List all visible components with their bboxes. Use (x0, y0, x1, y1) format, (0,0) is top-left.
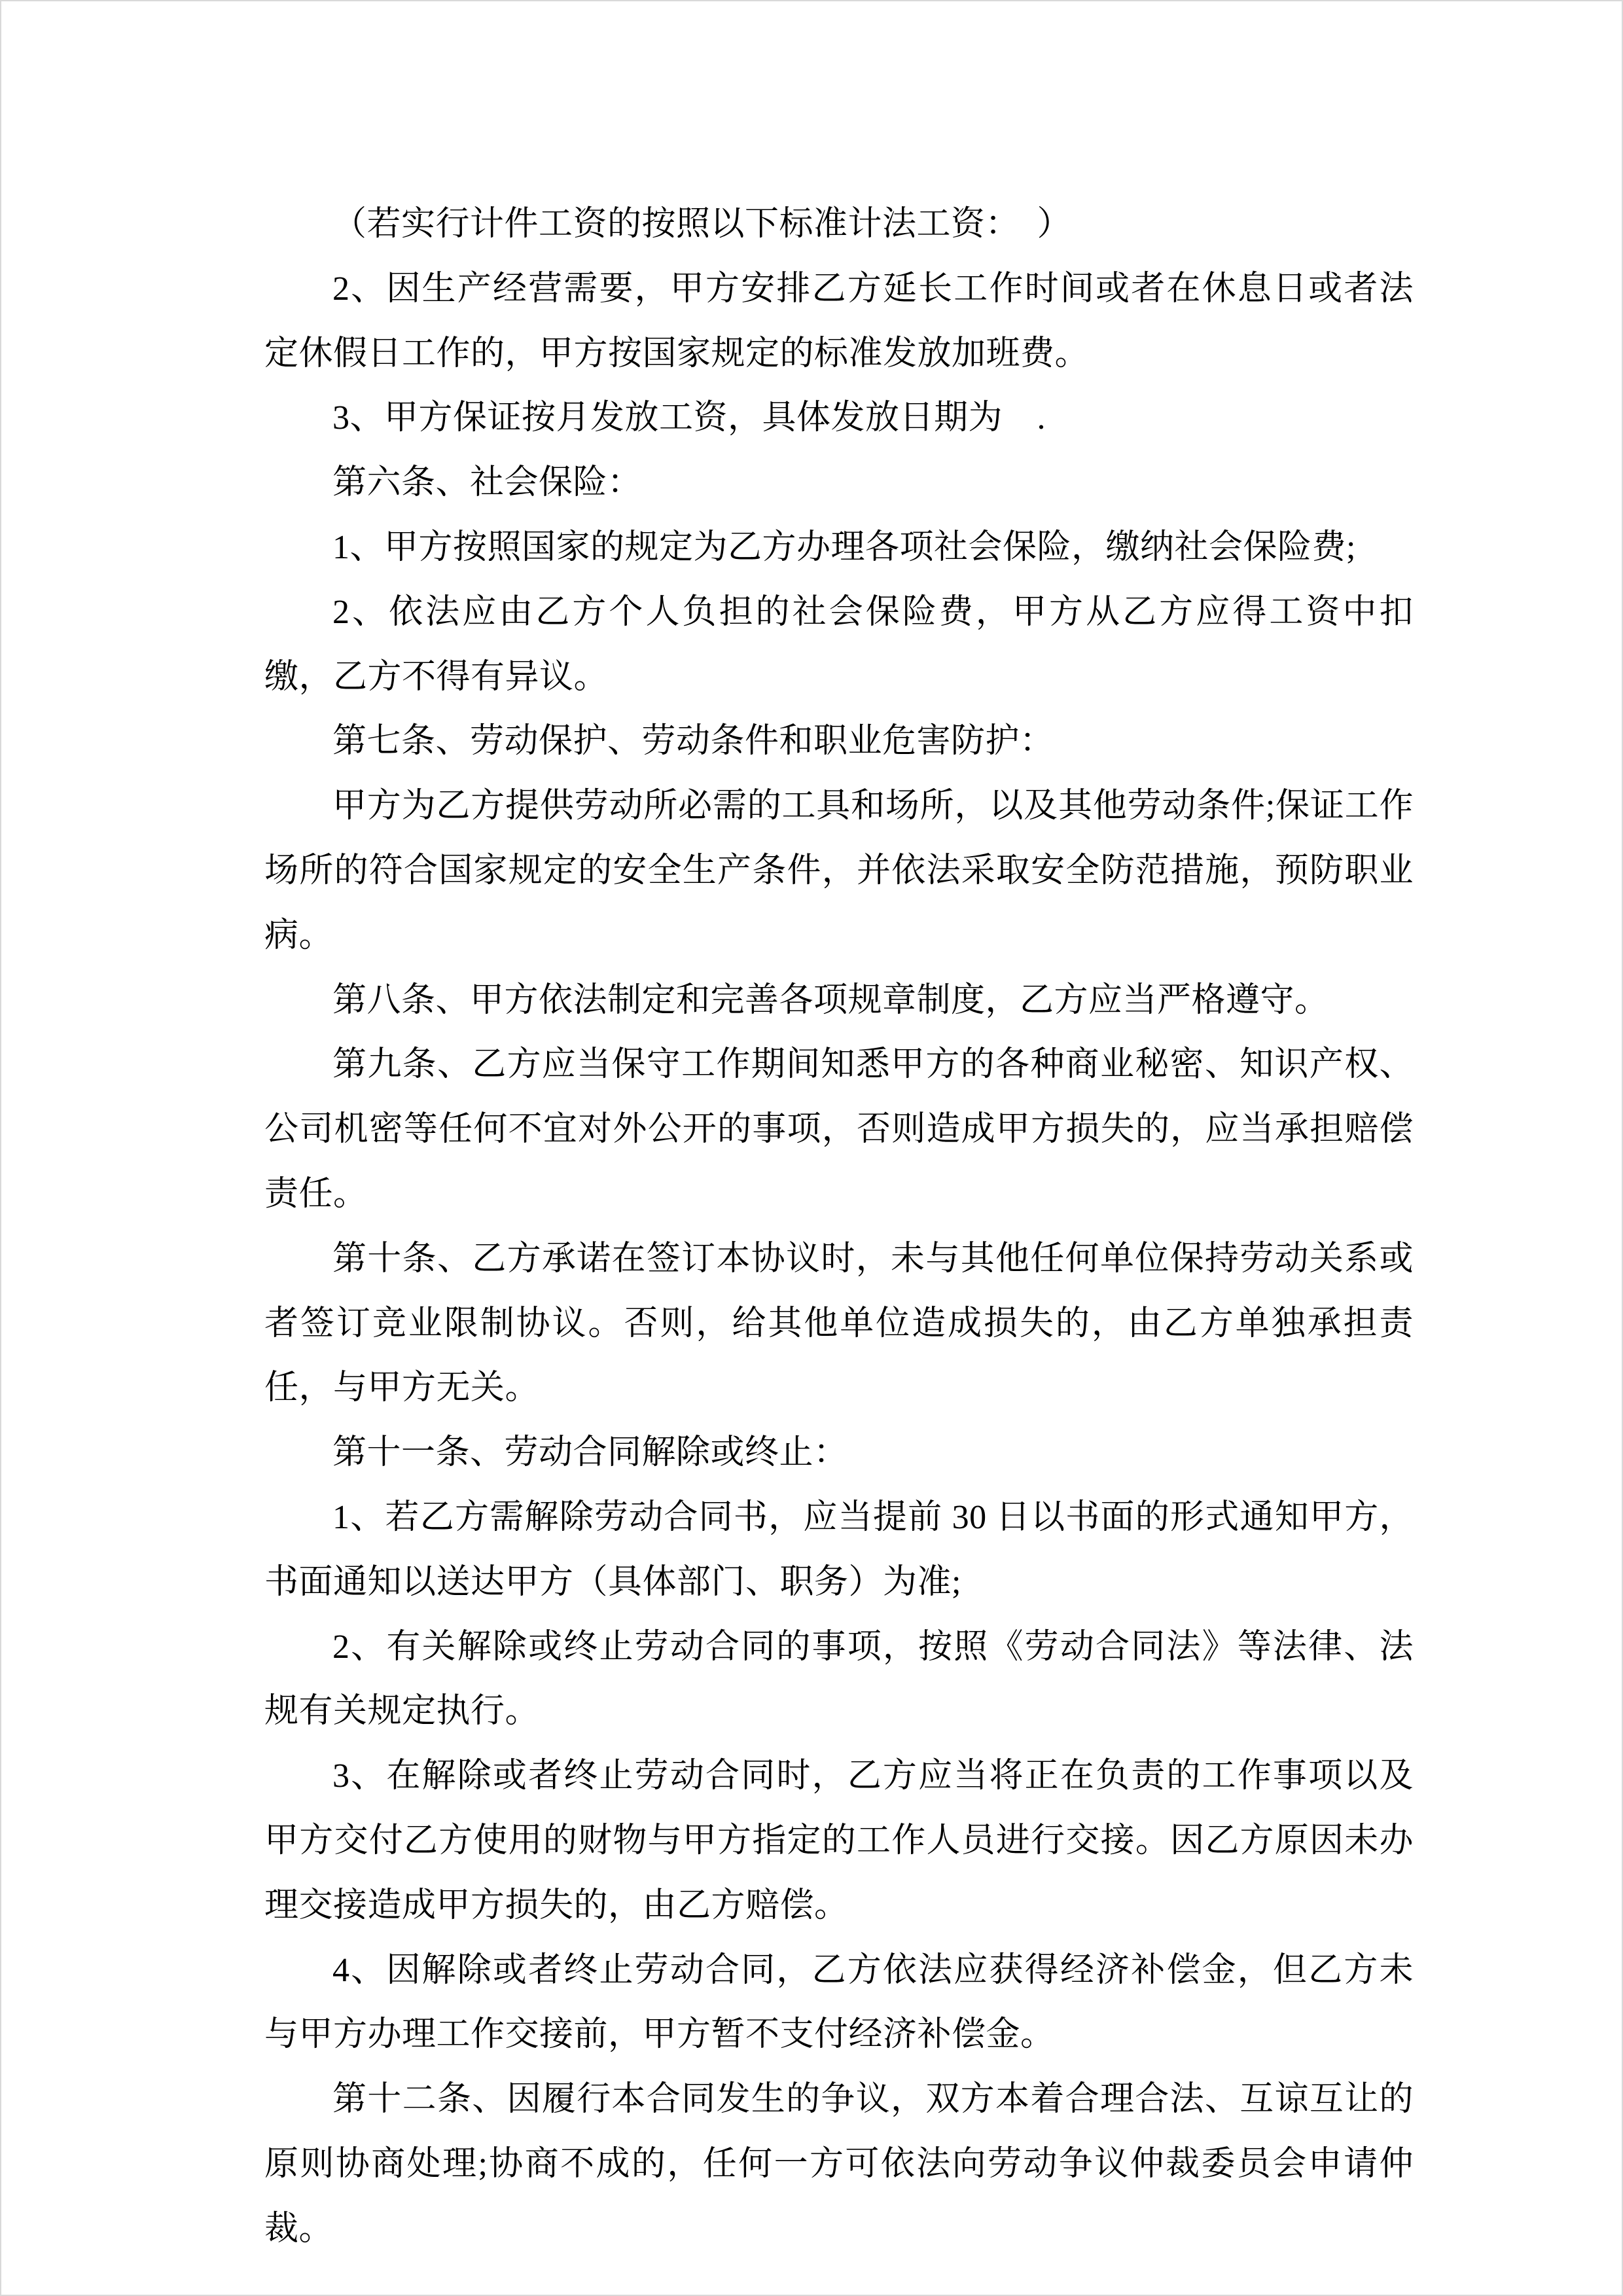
paragraph: 第十一条、劳动合同解除或终止： (332, 1434, 848, 1472)
paragraph: 甲方为乙方提供劳动所必需的工具和场所，以及其他劳动条件;保证工作场所的符合国家规定的安全生产条件，并依法采取安全防范措施，预防职业病。 (264, 787, 1414, 954)
paragraph: 3、甲方保证按月发放工资，具体发放日期为 . (332, 399, 1046, 437)
paragraph: 第八条、甲方依法制定和完善各项规章制度，乙方应当严格遵守。 (332, 981, 1329, 1019)
paragraph: 第十二条、因履行本合同发生的争议，双方本着合理合法、互谅互让的原则协商处理;协商不成的，任何一方可依法向劳动争议仲裁委员会申请仲裁。 (264, 2081, 1414, 2248)
paragraph: 1、甲方按照国家的规定为乙方办理各项社会保险，缴纳社会保险费; (332, 528, 1356, 566)
document-body (264, 192, 1414, 2262)
paragraph: 第九条、乙方应当保守工作期间知悉甲方的各种商业秘密、知识产权、公司机密等任何不宜对外公开的事项，否则造成甲方损失的，应当承担赔偿责任。 (264, 1046, 1414, 1213)
paragraph: 2、因生产经营需要，甲方安排乙方延长工作时间或者在休息日或者法定休假日工作的，甲方按国家规定的标准发放加班费。 (264, 270, 1414, 372)
paragraph: 1、若乙方需解除劳动合同书，应当提前 30 日以书面的形式通知甲方，书面通知以送达甲方（具体部门、职务）为准; (264, 1498, 1414, 1601)
paragraph: 第七条、劳动保护、劳动条件和职业危害防护： (332, 723, 1054, 761)
paragraph: 第六条、社会保险： (332, 464, 642, 502)
paragraph: 第十条、乙方承诺在签订本协议时，未与其他任何单位保持劳动关系或者签订竞业限制协议。否则，给其他单位造成损失的，由乙方单独承担责任，与甲方无关。 (264, 1240, 1414, 1407)
paragraph: （若实行计件工资的按照以下标准计法工资： ） (332, 206, 1072, 243)
paragraph: 3、在解除或者终止劳动合同时，乙方应当将正在负责的工作事项以及甲方交付乙方使用的财物与甲方指定的工作人员进行交接。因乙方原因未办理交接造成甲方损失的，由乙方赔偿。 (264, 1757, 1414, 1924)
paragraph: 2、依法应由乙方个人负担的社会保险费，甲方从乙方应得工资中扣缴，乙方不得有异议。 (264, 593, 1414, 696)
paragraph: 4、因解除或者终止劳动合同，乙方依法应获得经济补偿金，但乙方未与甲方办理工作交接前，甲方暂不支付经济补偿金。 (264, 1951, 1414, 2054)
paragraph: 2、有关解除或终止劳动合同的事项，按照《劳动合同法》等法律、法规有关规定执行。 (264, 1628, 1414, 1731)
